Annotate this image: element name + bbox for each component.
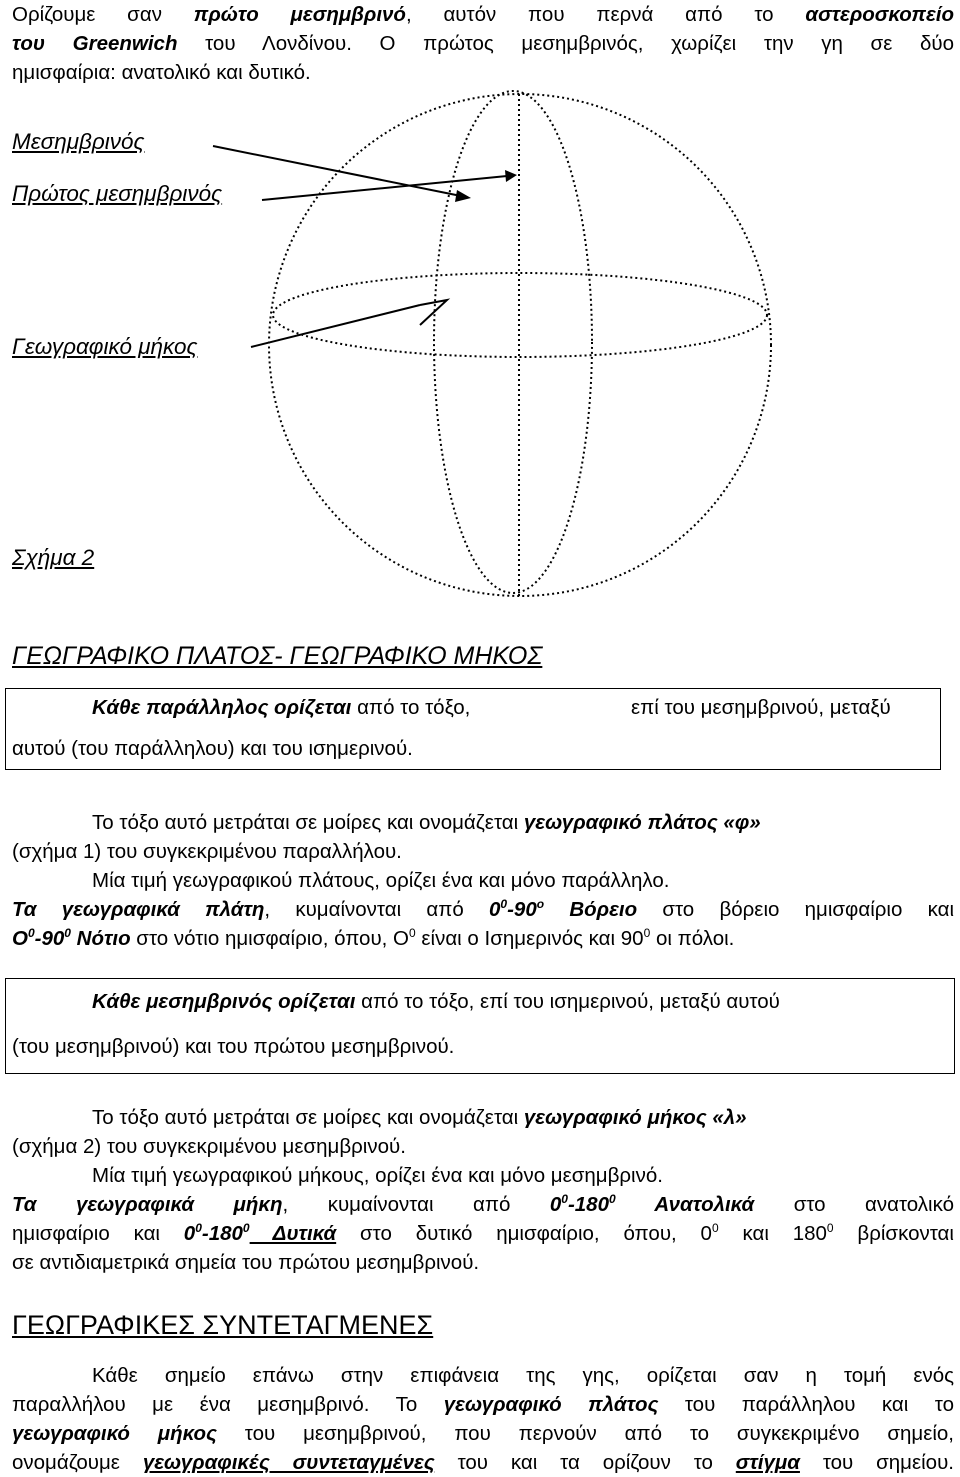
coordinates-line-1: Κάθε σημείο επάνω στην επιφάνεια της γης, ορίζεται σαν η τομή ενός: [92, 1364, 954, 1387]
latitude-term: γεωγραφικό πλάτος «φ»: [523, 811, 761, 834]
heading-latitude-longitude: ΓΕΩΓΡΑΦΙΚΟ ΠΛΑΤΟΣ- ΓΕΩΓΡΑΦΙΚΟ ΜΗΚΟΣ: [12, 642, 543, 670]
longitude-line-6: σε αντιδιαμετρικά σημεία του πρώτου μεσημβρινού.: [12, 1251, 480, 1274]
intro-line-3: ημισφαίρια: ανατολικό και δυτικό.: [12, 61, 311, 84]
box2-line-2: (του μεσημβρινού) και του πρώτου μεσημβρινού.: [12, 1035, 455, 1058]
longitude-label: Γεωγραφικό μήκος: [12, 334, 198, 359]
meridian-label: Μεσημβρινός: [12, 129, 145, 154]
prime-meridian-term: πρώτο μεσημβρινό: [193, 3, 406, 26]
latitude-line-2: (σχήμα 1) του συγκεκριμένου παραλλήλου.: [12, 840, 402, 863]
figure-caption: Σχήμα 2: [12, 545, 95, 570]
longitude-line-2: (σχήμα 2) του συγκεκριμένου μεσημβρινού.: [12, 1135, 406, 1158]
longitude-line-4: Τα γεωγραφικά μήκη, κυμαίνονται από $0^0-180^0$ Ανατολικά στο ανατολικό: [12, 1192, 955, 1216]
latitude-line-3: Μία τιμή γεωγραφικού πλάτους, ορίζει ένα και μόνο παράλληλο.: [92, 869, 670, 892]
latitude-line-5: $O^0-90^0$ Νότιο στο νότιο ημισφαίριο, όπου, $O^0$ είναι ο Ισημερινός και $90^0$ οι πόλοι.: [12, 926, 735, 950]
longitude-line-5: ημισφαίριο και $0^0-180^0$ Δυτικά στο δυτικό ημισφαίριο, όπου, $0^0$ και $180^0$ βρίσκονται: [12, 1221, 954, 1245]
longitude-line-1: Το τόξο αυτό μετράται σε μοίρες και ονομάζεται γεωγραφικό μήκος «λ»: [92, 1106, 747, 1129]
latitude-line-4: Τα γεωγραφικά πλάτη, κυμαίνονται από $0^0-90^o$ Βόρειο στο βόρειο ημισφαίριο και: [12, 897, 955, 921]
longitude-line-3: Μία τιμή γεωγραφικού μήκους, ορίζει ένα και μόνο μεσημβρινό.: [92, 1164, 663, 1187]
coordinates-line-4: ονομάζουμε γεωγραφικές συντεταγμένες του και τα ορίζουν το στίγμα του σημείου.: [12, 1451, 954, 1474]
coordinates-line-3: γεωγραφικό μήκος του μεσημβρινού, που περνούν από το συγκεκριμένο σημείο,: [12, 1422, 954, 1445]
longitude-term: γεωγραφικό μήκος «λ»: [523, 1106, 747, 1129]
coordinates-line-2: παραλλήλου με ένα μεσημβρινό. Το γεωγραφικό πλάτος του παράλληλου και το: [12, 1393, 955, 1416]
heading-coordinates: ΓΕΩΓΡΑΦΙΚΕΣ ΣΥΝΤΕΤΑΓΜΕΝΕΣ: [12, 1310, 434, 1340]
box1-line-1b: επί του μεσημβρινού, μεταξύ: [631, 696, 891, 719]
coordinates-paragraph: [12, 1361, 954, 1477]
box1-line-2: αυτού (του παράλληλου) και του ισημερινού.: [12, 737, 413, 760]
observatory-term: αστεροσκοπείο: [805, 3, 955, 26]
longitude-paragraph: [12, 1103, 954, 1277]
latitude-paragraph: [12, 808, 954, 953]
prime-meridian-label: Πρώτος μεσημβρινός: [12, 181, 223, 206]
meridian-ellipse: [434, 91, 592, 593]
intro-line-2: του Greenwich του Λονδίνου. Ο πρώτος μεσημβρινός, χωρίζει την γη σε δύο: [12, 32, 955, 55]
box1-line-1: Κάθε παράλληλος ορίζεται από το τόξο,: [92, 696, 471, 719]
intro-line-1: Ορίζουμε σαν πρώτο μεσημβρινό, αυτόν που περνά από το αστεροσκοπείο: [12, 3, 955, 26]
latitude-line-1: Το τόξο αυτό μετράται σε μοίρες και ονομάζεται γεωγραφικό πλάτος «φ»: [92, 811, 761, 834]
box2-line-1: Κάθε μεσημβρινός ορίζεται από το τόξο, επί του ισημερινού, μεταξύ αυτού: [92, 990, 780, 1013]
